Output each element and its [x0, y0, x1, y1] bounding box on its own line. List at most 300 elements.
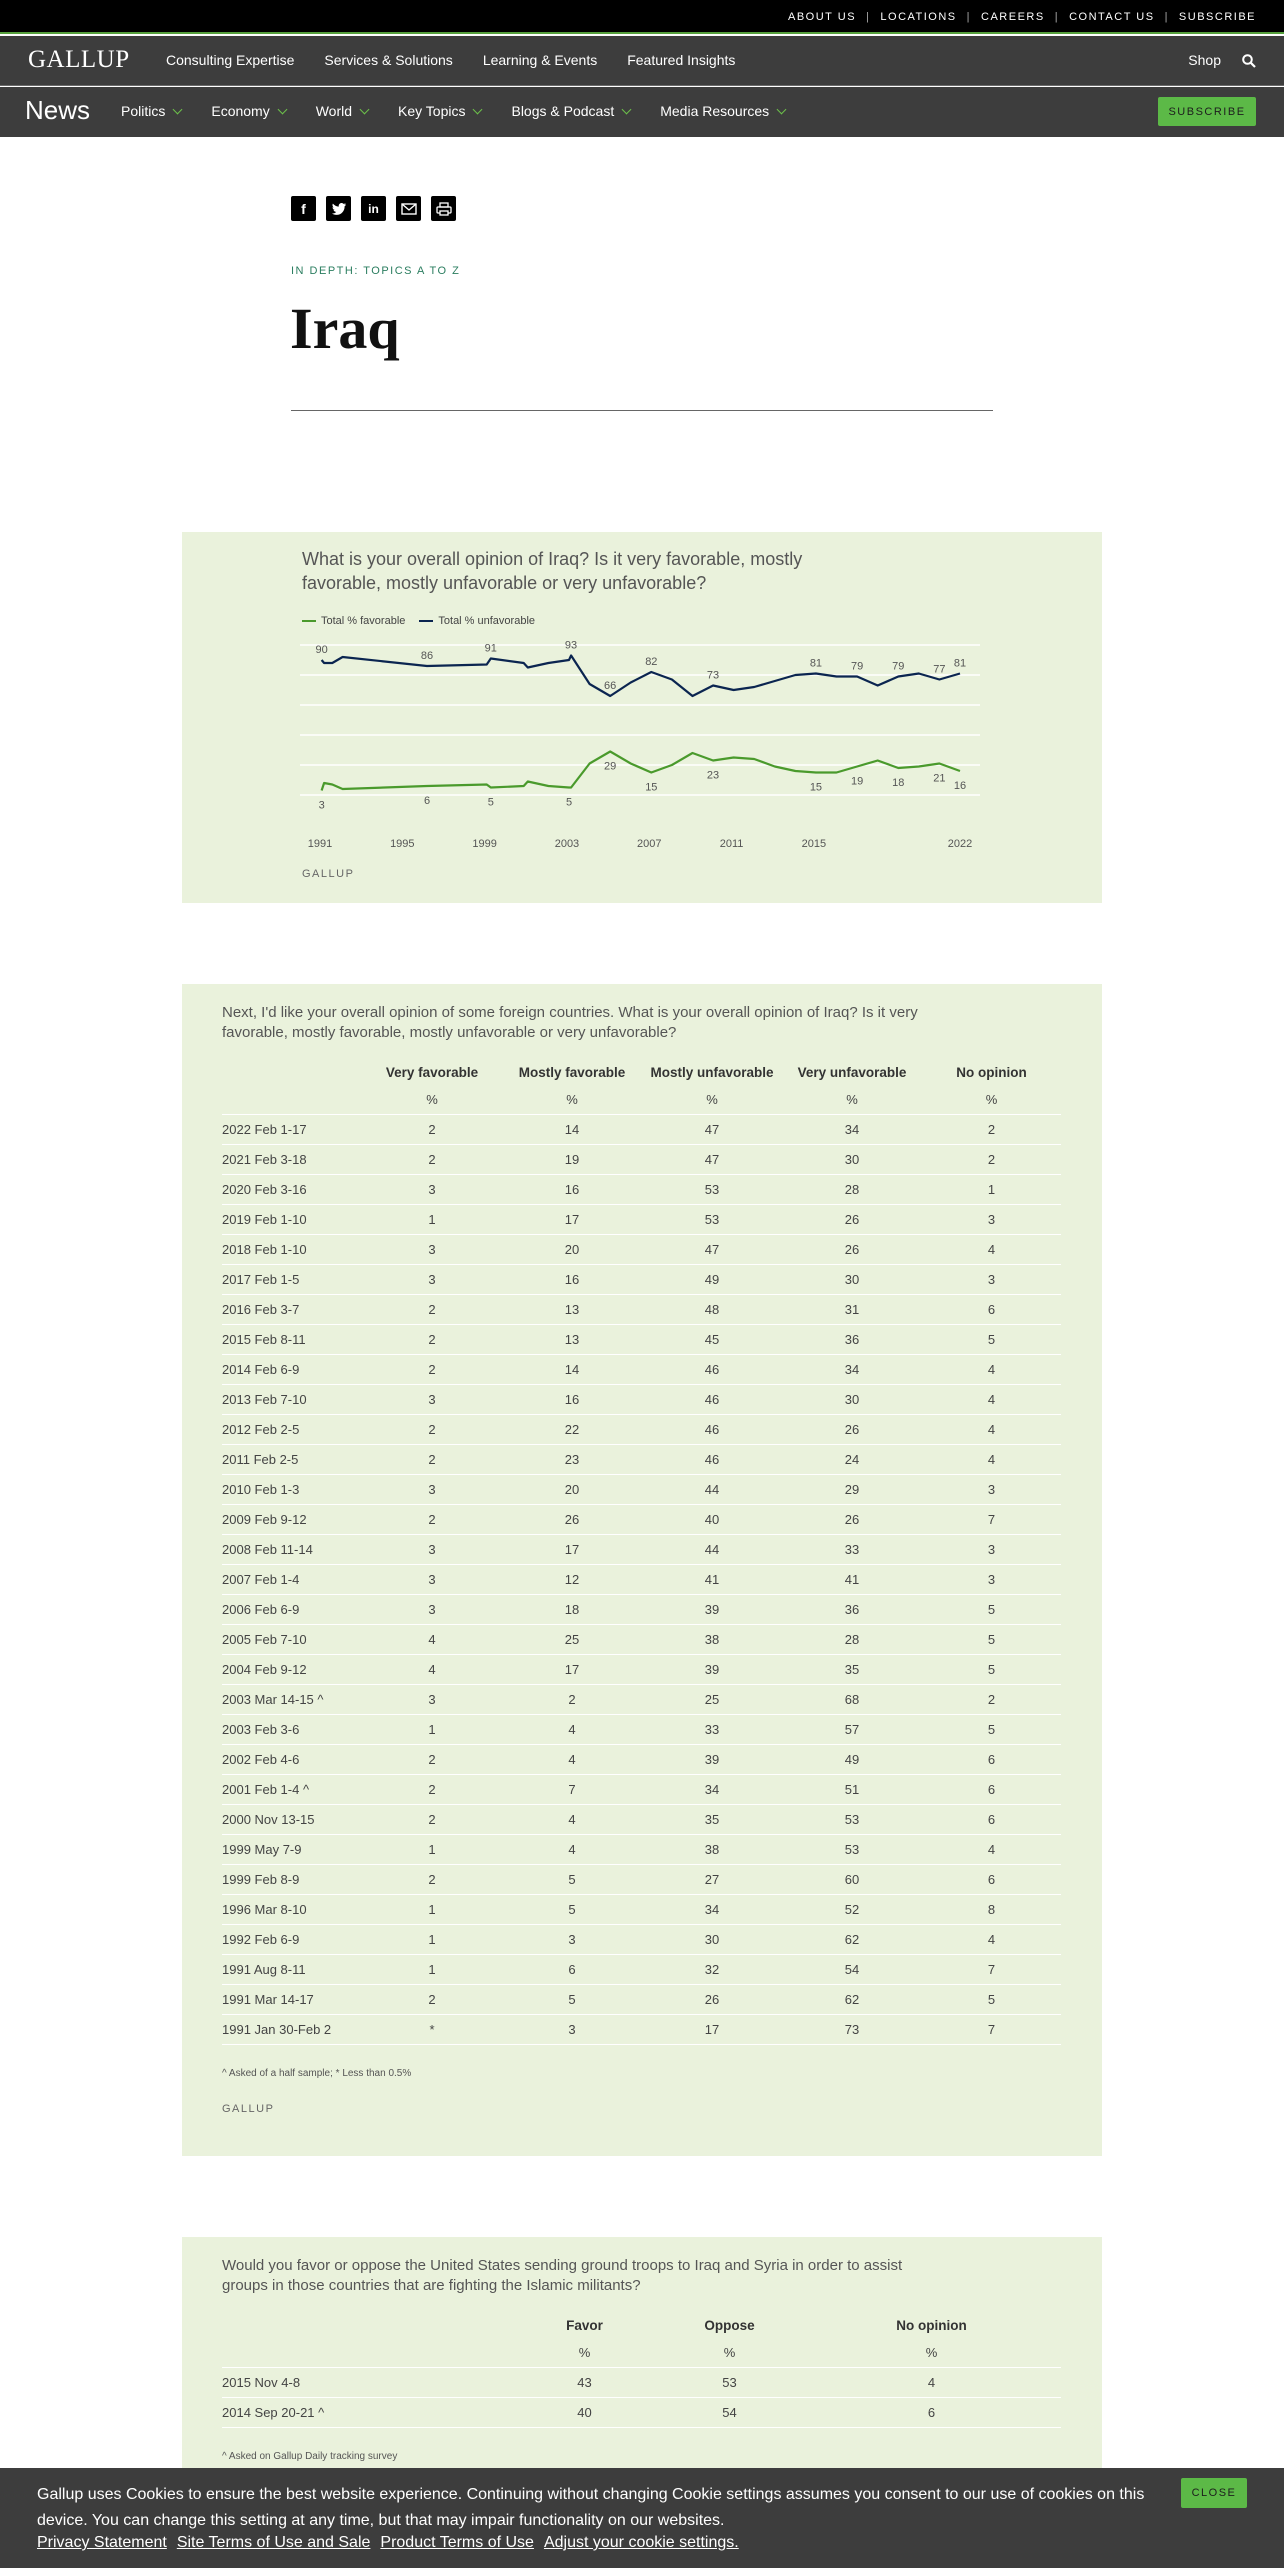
row-value: 46	[642, 1414, 782, 1444]
row-value: 16	[502, 1264, 642, 1294]
data-label: 81	[953, 657, 967, 670]
cookie-close-button[interactable]: CLOSE	[1181, 2478, 1247, 2508]
row-value: 4	[362, 1624, 502, 1654]
contact-us-link[interactable]: CONTACT US	[1069, 11, 1155, 23]
row-label: 2022 Feb 1-17	[222, 1114, 362, 1144]
row-value: 60	[782, 1864, 922, 1894]
table-row	[222, 1534, 1061, 1564]
subscribe-link[interactable]: SUBSCRIBE	[1178, 11, 1256, 23]
row-label: 2003 Mar 14-15 ^	[222, 1684, 362, 1714]
table-row	[222, 1144, 1061, 1174]
row-value: 44	[642, 1534, 782, 1564]
table1-note: ^ Asked of a half sample; * Less than 0.5%	[222, 2068, 412, 2079]
table2-question: Would you favor or oppose the United States sending ground troops to Iraq and Syria in order to assist groups in those countries that are fighting the Islamic militants?	[222, 2257, 903, 2294]
row-value: 73	[782, 2014, 922, 2044]
row-value: 1	[362, 1204, 502, 1234]
row-value: 2	[362, 1804, 502, 1834]
row-value: 3	[502, 1924, 642, 1954]
row-value: 20	[502, 1474, 642, 1504]
row-value: 4	[502, 1714, 642, 1744]
data-label: 19	[850, 775, 864, 788]
row-value: 54	[782, 1954, 922, 1984]
row-value: 17	[502, 1534, 642, 1564]
data-label: 79	[850, 660, 864, 673]
nav-media-resources-label: Media Resources	[660, 103, 770, 119]
row-value: 4	[362, 1654, 502, 1684]
row-label: 2021 Feb 3-18	[222, 1144, 362, 1174]
row-value: 52	[782, 1894, 922, 1924]
social-share	[291, 196, 456, 221]
table-row	[222, 1564, 1061, 1594]
chevron-down-icon	[173, 104, 183, 114]
data-label: 79	[892, 660, 905, 673]
percent-row	[222, 2339, 1061, 2367]
row-value: 4	[922, 1414, 1061, 1444]
main-nav	[0, 36, 1284, 86]
row-value: 3	[362, 1684, 502, 1714]
row-value: 25	[502, 1624, 642, 1654]
row-value: 53	[782, 1804, 922, 1834]
row-value: 1	[362, 1834, 502, 1864]
row-value: 19	[502, 1144, 642, 1174]
row-value: 62	[782, 1984, 922, 2014]
row-value: 53	[642, 1174, 782, 1204]
nav-economy[interactable]	[211, 103, 285, 119]
row-value: 57	[782, 1714, 922, 1744]
row-value: 5	[502, 1864, 642, 1894]
twitter-icon[interactable]	[326, 196, 351, 221]
row-value: 47	[642, 1234, 782, 1264]
header-no-opinion: No opinion	[896, 2317, 967, 2333]
row-value: 3	[362, 1594, 502, 1624]
x-tick-label: 2011	[719, 838, 744, 850]
header-blank	[222, 1058, 362, 1086]
nav-key-topics[interactable]	[398, 103, 481, 119]
row-value: 6	[922, 1774, 1061, 1804]
row-value: 35	[782, 1654, 922, 1684]
pct-cell: %	[657, 2339, 802, 2367]
table-header-row	[222, 2311, 1061, 2339]
data-label: 16	[953, 780, 967, 792]
data-label: 73	[706, 669, 720, 682]
row-value: 6	[922, 1804, 1061, 1834]
table-row	[222, 2367, 1061, 2397]
table-row	[222, 1924, 1061, 1954]
row-value: 62	[782, 1924, 922, 1954]
row-value: 3	[922, 1534, 1061, 1564]
row-value: 53	[782, 1834, 922, 1864]
row-value: 7	[922, 2014, 1061, 2044]
row-value: 2	[362, 1744, 502, 1774]
nav-consulting-expertise[interactable]: Consulting Expertise	[166, 52, 295, 68]
row-value: 39	[642, 1744, 782, 1774]
data-label: 3	[318, 799, 325, 812]
row-value: 7	[922, 1954, 1061, 1984]
site-terms-link[interactable]: Site Terms of Use and Sale	[176, 2534, 371, 2551]
data-label: 6	[423, 795, 431, 807]
row-value: 6	[922, 1864, 1061, 1894]
data-label: 90	[315, 644, 328, 656]
search-icon[interactable]	[1242, 54, 1256, 68]
row-value: 45	[642, 1324, 782, 1354]
row-value: 39	[642, 1654, 782, 1684]
row-value: 2	[362, 1444, 502, 1474]
row-value: 3	[922, 1564, 1061, 1594]
row-value: 36	[782, 1594, 922, 1624]
row-value: 33	[642, 1714, 782, 1744]
row-value: 41	[642, 1564, 782, 1594]
row-value: 25	[642, 1684, 782, 1714]
linkedin-icon[interactable]: in	[361, 196, 386, 221]
row-value: 32	[642, 1954, 782, 1984]
row-value: 2	[362, 1864, 502, 1894]
cookie-banner	[0, 2468, 1284, 2568]
row-label: 2000 Nov 13-15	[222, 1804, 362, 1834]
row-label: 2005 Feb 7-10	[222, 1624, 362, 1654]
row-label: 2010 Feb 1-3	[222, 1474, 362, 1504]
shop-link[interactable]: Shop	[1188, 52, 1221, 68]
data-label: 29	[604, 760, 617, 773]
table-row	[222, 1354, 1061, 1384]
nav-featured-insights[interactable]: Featured Insights	[627, 52, 736, 68]
row-value: 31	[782, 1294, 922, 1324]
row-value: 2	[922, 1684, 1061, 1714]
row-value: 3	[362, 1264, 502, 1294]
row-value: 33	[782, 1534, 922, 1564]
row-value: 47	[642, 1114, 782, 1144]
row-value: 3	[502, 2014, 642, 2044]
chart-brand: GALLUP	[302, 868, 355, 880]
nav-key-topics-label: Key Topics	[398, 103, 466, 119]
table2-note: ^ Asked on Gallup Daily tracking survey	[222, 2451, 398, 2462]
x-tick-label: 1999	[472, 838, 497, 850]
data-label: 93	[564, 640, 578, 652]
row-value: 54	[657, 2397, 802, 2427]
row-value: 17	[502, 1204, 642, 1234]
row-value: 2	[362, 1294, 502, 1324]
data-label: 21	[933, 772, 946, 785]
row-value: 28	[782, 1174, 922, 1204]
row-value: 40	[642, 1504, 782, 1534]
row-value: 14	[502, 1354, 642, 1384]
table-row	[222, 1114, 1061, 1144]
table-row	[222, 1684, 1061, 1714]
row-value: 44	[642, 1474, 782, 1504]
pct-cell: %	[802, 2339, 1061, 2367]
privacy-statement-link[interactable]: Privacy Statement	[37, 2534, 167, 2551]
row-value: 7	[922, 1504, 1061, 1534]
pct-cell: %	[782, 1086, 922, 1114]
row-value: 47	[642, 1144, 782, 1174]
table-row	[222, 1834, 1061, 1864]
row-value: 4	[922, 1444, 1061, 1474]
row-label: 2014 Sep 20-21 ^	[222, 2397, 512, 2427]
data-label: 15	[645, 781, 658, 794]
chevron-down-icon	[277, 104, 287, 114]
row-value: 53	[657, 2367, 802, 2397]
row-value: 2	[362, 1414, 502, 1444]
legend-favorable-label: Total % favorable	[321, 615, 406, 627]
header-very-unfavorable: Very unfavorable	[797, 1064, 907, 1080]
gallup-logo[interactable]: GALLUP	[28, 46, 130, 73]
table-row	[222, 1414, 1061, 1444]
row-label: 2009 Feb 9-12	[222, 1504, 362, 1534]
main-nav-links	[166, 52, 735, 68]
row-label: 1999 May 7-9	[222, 1834, 362, 1864]
row-value: 3	[922, 1204, 1061, 1234]
row-value: 41	[782, 1564, 922, 1594]
row-value: 29	[782, 1474, 922, 1504]
facebook-icon[interactable]: f	[291, 196, 316, 221]
row-value: 4	[502, 1744, 642, 1774]
row-label: 2018 Feb 1-10	[222, 1234, 362, 1264]
nav-learning-events[interactable]: Learning & Events	[482, 52, 598, 68]
row-value: 22	[502, 1414, 642, 1444]
row-value: 3	[362, 1564, 502, 1594]
row-value: 4	[922, 1834, 1061, 1864]
row-label: 2015 Feb 8-11	[222, 1324, 362, 1354]
chevron-down-icon	[622, 104, 632, 114]
row-value: 17	[502, 1654, 642, 1684]
row-value: 30	[642, 1924, 782, 1954]
row-label: 2019 Feb 1-10	[222, 1204, 362, 1234]
row-value: 6	[502, 1954, 642, 1984]
row-value: 68	[782, 1684, 922, 1714]
cookie-text: Gallup uses Cookies to ensure the best website experience. Continuing without changing Cookie settings assumes you consent to our use of cookies on this device. You can change this setting at any time, but that may impair functionality on our websites.	[37, 2486, 1145, 2529]
row-value: 30	[782, 1384, 922, 1414]
chevron-down-icon	[473, 104, 483, 114]
row-label: 1991 Aug 8-11	[222, 1954, 362, 1984]
row-value: *	[362, 2014, 502, 2044]
row-value: 39	[642, 1594, 782, 1624]
pct-blank	[222, 2339, 512, 2367]
row-value: 3	[922, 1474, 1061, 1504]
row-value: 4	[502, 1804, 642, 1834]
row-value: 5	[502, 1894, 642, 1924]
row-value: 2	[362, 1774, 502, 1804]
legend-unfavorable-label: Total % unfavorable	[438, 615, 536, 627]
about-us-link[interactable]: ABOUT US	[788, 11, 857, 23]
row-value: 49	[782, 1744, 922, 1774]
row-value: 4	[922, 1354, 1061, 1384]
table-row	[222, 1984, 1061, 2014]
row-value: 2	[362, 1984, 502, 2014]
row-value: 26	[782, 1504, 922, 1534]
print-icon[interactable]	[431, 196, 456, 221]
row-label: 1999 Feb 8-9	[222, 1864, 362, 1894]
table-row	[222, 1444, 1061, 1474]
row-value: 1	[362, 1714, 502, 1744]
row-value: 26	[782, 1234, 922, 1264]
percent-row	[222, 1086, 1061, 1114]
row-value: 26	[782, 1204, 922, 1234]
row-value: 26	[782, 1414, 922, 1444]
pct-cell: %	[362, 1086, 502, 1114]
header-favor: Favor	[566, 2317, 603, 2333]
product-terms-link[interactable]: Product Terms of Use	[380, 2534, 534, 2551]
row-label: 2002 Feb 4-6	[222, 1744, 362, 1774]
row-value: 2	[362, 1354, 502, 1384]
row-label: 2007 Feb 1-4	[222, 1564, 362, 1594]
row-value: 16	[502, 1384, 642, 1414]
table-row	[222, 1774, 1061, 1804]
news-nav	[0, 87, 1284, 137]
chevron-down-icon	[360, 104, 370, 114]
nav-blogs-podcast-label: Blogs & Podcast	[511, 103, 615, 119]
pct-cell: %	[512, 2339, 657, 2367]
row-value: 3	[362, 1534, 502, 1564]
table-row	[222, 1294, 1061, 1324]
row-label: 1996 Mar 8-10	[222, 1894, 362, 1924]
row-value: 23	[502, 1444, 642, 1474]
pct-cell: %	[642, 1086, 782, 1114]
nav-services-solutions[interactable]: Services & Solutions	[324, 52, 453, 68]
row-value: 4	[922, 1384, 1061, 1414]
row-value: 2	[362, 1504, 502, 1534]
table-row	[222, 1204, 1061, 1234]
row-value: 34	[782, 1354, 922, 1384]
row-value: 26	[642, 1984, 782, 2014]
eyebrow-link[interactable]: IN DEPTH: TOPICS A TO Z	[291, 265, 461, 277]
row-value: 16	[502, 1174, 642, 1204]
row-label: 2013 Feb 7-10	[222, 1384, 362, 1414]
nav-politics-label: Politics	[121, 103, 166, 119]
row-value: 4	[922, 1234, 1061, 1264]
pct-cell: %	[502, 1086, 642, 1114]
data-label: 91	[484, 642, 497, 655]
row-value: 5	[922, 1984, 1061, 2014]
row-value: 53	[642, 1204, 782, 1234]
row-label: 1991 Mar 14-17	[222, 1984, 362, 2014]
data-label: 23	[706, 769, 720, 782]
data-label: 18	[892, 777, 905, 789]
table-row	[222, 1714, 1061, 1744]
row-value: 14	[502, 1114, 642, 1144]
data-label: 15	[809, 781, 823, 794]
x-tick-label: 2015	[801, 838, 827, 850]
data-label: 81	[809, 657, 823, 670]
nav-politics[interactable]	[121, 103, 181, 119]
table-row	[222, 1894, 1061, 1924]
row-value: 27	[642, 1864, 782, 1894]
table-row	[222, 1174, 1061, 1204]
x-tick-label: 2007	[637, 838, 662, 850]
cookie-links	[37, 2534, 739, 2552]
title-divider	[291, 410, 993, 411]
pct-cell: %	[922, 1086, 1061, 1114]
row-label: 2015 Nov 4-8	[222, 2367, 512, 2397]
utility-links: ABOUT US | LOCATIONS | CAREERS | CONTACT US | SUBSCRIBE	[788, 11, 1256, 23]
data-label: 66	[604, 680, 617, 692]
x-tick-label: 1995	[390, 838, 415, 850]
row-value: 3	[922, 1264, 1061, 1294]
top-utility-bar	[0, 0, 1284, 34]
header-very-favorable: Very favorable	[385, 1064, 479, 1080]
row-value: 46	[642, 1444, 782, 1474]
row-value: 51	[782, 1774, 922, 1804]
header-oppose: Oppose	[704, 2317, 755, 2333]
table-row	[222, 1624, 1061, 1654]
row-label: 2011 Feb 2-5	[222, 1444, 362, 1474]
row-value: 20	[502, 1234, 642, 1264]
row-label: 2017 Feb 1-5	[222, 1264, 362, 1294]
row-value: 5	[922, 1594, 1061, 1624]
subscribe-button[interactable]: SUBSCRIBE	[1158, 97, 1256, 126]
row-value: 12	[502, 1564, 642, 1594]
table-row	[222, 1474, 1061, 1504]
x-tick-label: 1991	[307, 838, 333, 850]
row-label: 2020 Feb 3-16	[222, 1174, 362, 1204]
nav-world-label: World	[315, 103, 353, 119]
row-value: 34	[642, 1774, 782, 1804]
row-value: 8	[922, 1894, 1061, 1924]
x-tick-label: 2022	[947, 838, 973, 850]
row-label: 2012 Feb 2-5	[222, 1414, 362, 1444]
row-value: 4	[802, 2367, 1061, 2397]
legend-unfavorable	[419, 615, 535, 627]
nav-media-resources[interactable]	[660, 103, 785, 119]
opinion-line-chart	[300, 640, 990, 860]
email-icon[interactable]	[396, 196, 421, 221]
row-value: 48	[642, 1294, 782, 1324]
row-value: 2	[362, 1144, 502, 1174]
table-row	[222, 1744, 1061, 1774]
nav-economy-label: Economy	[211, 103, 270, 119]
row-label: 2014 Feb 6-9	[222, 1354, 362, 1384]
row-value: 5	[502, 1984, 642, 2014]
row-value: 5	[922, 1624, 1061, 1654]
chart-legend	[302, 615, 535, 627]
locations-link[interactable]: LOCATIONS	[880, 11, 957, 23]
row-value: 49	[642, 1264, 782, 1294]
chart-question: What is your overall opinion of Iraq? Is it very favorable, mostly favorable, mostly unfavorable or very unfavorable?	[302, 549, 803, 593]
cookie-settings-link[interactable]: Adjust your cookie settings.	[543, 2534, 739, 2551]
data-label: 82	[645, 656, 658, 668]
row-value: 38	[642, 1624, 782, 1654]
data-label: 77	[933, 663, 946, 676]
row-label: 2008 Feb 11-14	[222, 1534, 362, 1564]
row-value: 6	[922, 1294, 1061, 1324]
careers-link[interactable]: CAREERS	[981, 11, 1045, 23]
news-label[interactable]: News	[25, 95, 91, 125]
series-line-favorable	[322, 752, 960, 791]
nav-blogs-podcast[interactable]	[511, 103, 630, 119]
row-value: 6	[802, 2397, 1061, 2427]
row-value: 5	[922, 1714, 1061, 1744]
header-mostly-favorable: Mostly favorable	[518, 1064, 626, 1080]
row-label: 2001 Feb 1-4 ^	[222, 1774, 362, 1804]
row-value: 3	[362, 1234, 502, 1264]
row-value: 1	[362, 1954, 502, 1984]
row-value: 38	[642, 1834, 782, 1864]
row-value: 34	[782, 1114, 922, 1144]
table1-brand: GALLUP	[222, 2103, 275, 2115]
row-value: 36	[782, 1324, 922, 1354]
row-value: 7	[502, 1774, 642, 1804]
row-value: 43	[512, 2367, 657, 2397]
row-value: 1	[922, 1174, 1061, 1204]
row-value: 18	[502, 1594, 642, 1624]
table-row	[222, 2397, 1061, 2427]
row-value: 26	[502, 1504, 642, 1534]
opinion-table	[222, 1058, 1061, 2045]
table1-question: Next, I'd like your overall opinion of some foreign countries. What is your overall opinion of Iraq? Is it very favorable, mostly favorable, mostly unfavorable or very unfavorable?	[222, 1004, 918, 1041]
table-row	[222, 1654, 1061, 1684]
row-value: 6	[922, 1744, 1061, 1774]
row-value: 13	[502, 1324, 642, 1354]
ground-troops-table	[222, 2311, 1061, 2428]
nav-world[interactable]	[316, 103, 368, 119]
